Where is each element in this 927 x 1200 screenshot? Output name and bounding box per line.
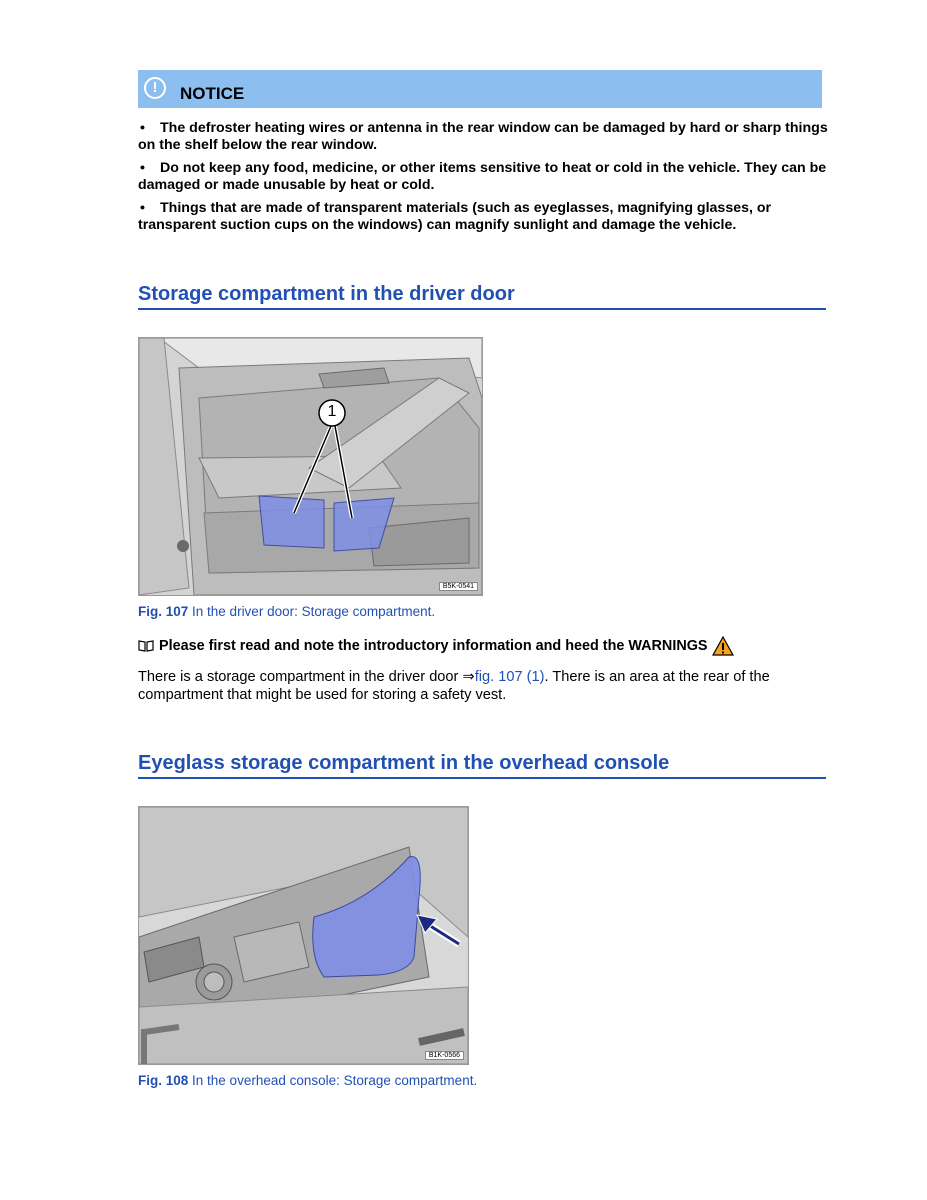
- caption-number: Fig. 108: [138, 1073, 189, 1088]
- bullet-icon: •: [140, 120, 145, 136]
- arrow-icon: ⇒: [462, 669, 475, 685]
- body-paragraph: There is a storage compartment in the driver door ⇒fig. 107 (1). There is an area at the rear of the compartment that might be used for storing a safety vest.: [138, 669, 770, 703]
- exclamation-circle-icon: !: [144, 77, 166, 99]
- bullet-icon: •: [140, 200, 145, 216]
- read-note: Please first read and note the introductory information and heed the WARNINGS: [138, 636, 734, 656]
- section-heading-driver-door: Storage compartment in the driver door: [138, 283, 826, 310]
- notice-item: • The defroster heating wires or antenna in the rear window can be damaged by hard or sharp things on the shelf below the rear window.: [138, 120, 828, 153]
- caption-number: Fig. 107: [138, 604, 189, 619]
- figure-overhead-console: [138, 806, 469, 1065]
- overhead-console-illustration: [139, 807, 468, 1064]
- caption-text: In the driver door: Storage compartment.: [188, 604, 436, 619]
- figure-tag: B5K-0541: [439, 582, 478, 591]
- callout-number: 1: [327, 403, 337, 420]
- figure-caption: [138, 604, 435, 619]
- driver-door-illustration: [139, 338, 482, 595]
- notice-title: NOTICE: [180, 84, 245, 103]
- book-icon: [138, 640, 154, 652]
- figure-driver-door: [138, 337, 483, 596]
- warning-icon: [712, 636, 734, 656]
- bullet-icon: •: [140, 160, 145, 176]
- figure-tag: B1K-0566: [425, 1051, 464, 1060]
- section-heading-eyeglass: Eyeglass storage compartment in the overhead console: [138, 752, 826, 779]
- notice-item: • Things that are made of transparent materials (such as eyeglasses, magnifying glasses, or transparent suction cups on the windows) can magnify sunlight and damage the vehicle.: [138, 200, 772, 233]
- notice-item: • Do not keep any food, medicine, or other items sensitive to heat or cold in the vehicle. They can be damaged or made unusable by heat or cold.: [138, 160, 827, 193]
- notice-list: [138, 120, 838, 240]
- caption-text: In the overhead console: Storage compartment.: [188, 1073, 478, 1088]
- figure-link[interactable]: fig. 107 (1): [474, 669, 545, 685]
- figure-caption: [138, 1073, 477, 1088]
- notice-banner: [138, 70, 822, 108]
